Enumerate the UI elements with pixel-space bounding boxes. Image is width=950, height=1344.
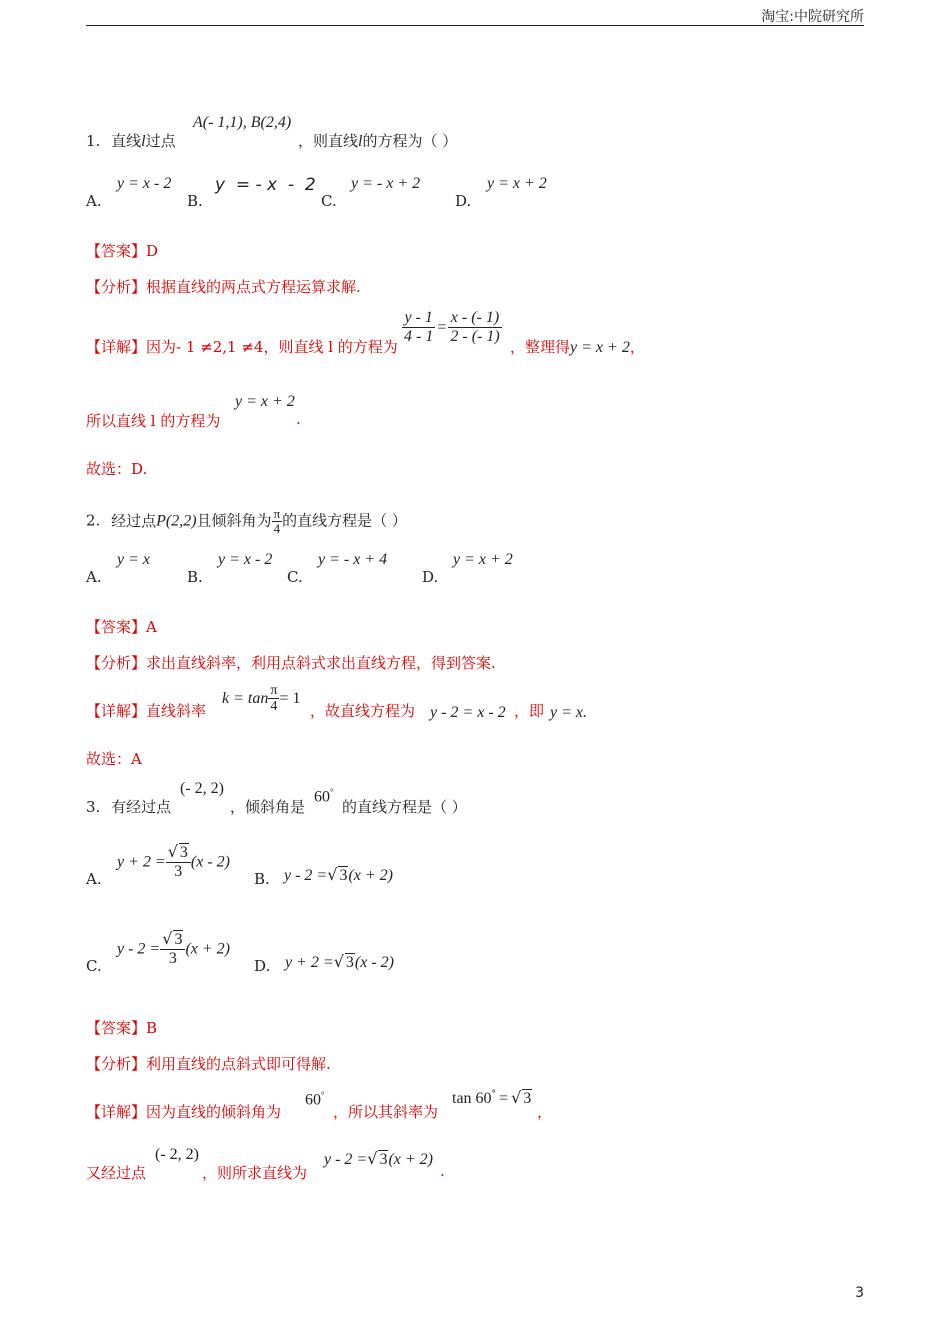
q1-number: 1. [86,132,101,150]
q1-text2: 过点 [145,132,176,150]
q2-analysis-text: 求出直线斜率，利用点斜式求出直线方程，得到答案. [146,654,496,672]
q2-final-expr: y = x. [550,704,587,721]
header-title: 淘宝:中院研究所 [761,9,864,25]
q1-line2-expr: y = x + 2 [235,393,295,410]
q3-option-b-expr: y - 2 =√ 3(x + 2) [284,865,393,884]
q2-option-d-expr: y = x + 2 [453,551,513,568]
q1-option-c-expr: y = - x + 2 [351,175,421,192]
q1-line-var-2: l [358,133,363,150]
q3-analysis-text: 利用直线的点斜式即可得解. [146,1055,331,1073]
q3-angle: 60° [314,787,334,806]
q3-option-c-expr: y - 2 = $\frac{√ 3}{3}$ (x + 2) [117,929,230,967]
q2-option-d-label: D. [422,568,439,586]
q3-line2-mid: ，则所求直线为 [202,1164,308,1182]
q2-answer: 【答案】A [86,618,157,636]
q1-text1: 直线 [111,132,142,150]
q1-option-b-label: B. [187,192,203,210]
q3-point: (- 2, 2) [180,780,224,797]
q3-detail-pre: 因为直线的倾斜角为 [146,1103,282,1121]
header-divider [86,25,864,26]
q3-text1: 有经过点 [111,798,172,816]
q2-line-expr: y - 2 = x - 2 [430,704,506,721]
q1-fraction-2: $\frac{x - (- 1)}{2 - (- 1)}$ [450,309,500,345]
q1-detail-tag: 【详解】 [86,338,147,356]
q1-option-d-label: D. [455,192,472,210]
q3-detail [86,1101,281,1122]
q1-option-a-expr: y = x - 2 [117,175,172,192]
q1-text3: ，则直线 [298,132,359,150]
q1-option-a-label: A. [86,192,102,210]
q2-text1: 经过点 [111,511,157,530]
q1-detail-expr: y = x + 2 [570,339,630,356]
q2-detail-pre: 直线斜率 [146,702,207,720]
q3-line2-pre: 又经过点 [86,1164,147,1182]
q1-analysis-tag: 【分析】 [86,278,147,296]
page-number: 3 [855,1285,864,1301]
q1-analysis [86,276,361,297]
q1-option-b-expr: y = - x - 2 [215,175,316,195]
q1-detail-pre [86,336,398,357]
q3-option-d-expr: y + 2 =√ 3(x - 2) [285,952,394,971]
q2-stem [86,507,407,536]
q3-line2-end: . [440,1162,445,1180]
q3-text2: ，倾斜角是 [230,798,306,816]
q2-option-c-expr: y = - x + 4 [318,551,388,568]
q1-line2-end: . [296,410,301,428]
q3-detail-mid: ，所以其斜率为 [333,1103,439,1121]
q2-detail [86,700,206,721]
q1-answer: 【答案】D [86,242,159,260]
q2-detail-tag: 【详解】 [86,702,147,720]
q2-analysis-tag: 【分析】 [86,654,147,672]
q3-number: 3. [86,798,101,816]
q3-answer: 【答案】B [86,1019,158,1037]
q1-fraction-1: $\frac{y - 1}{4 - 1}$ [404,309,434,345]
q2-option-c-label: C. [287,568,303,586]
q3-detail-angle: 60° [305,1090,325,1109]
q3-option-b-label: B. [254,870,270,888]
q1-line2-pre: 所以直线 l 的方程为 [86,412,221,430]
q1-equals: = [437,319,447,336]
q1-option-c-label: C. [321,192,337,210]
q2-slope-expr: k = tan $\frac{\pi}{4}$ = 1 [222,683,301,714]
q3-stem [86,796,171,817]
q2-option-b-expr: y = x - 2 [218,551,273,568]
q1-detail-equation [402,309,502,346]
q1-detail-text: 因为- 1 ≠2,1 ≠4，则直线 l 的方程为 [146,338,398,356]
q1-conclusion: 故选：D. [86,460,148,478]
q2-analysis [86,652,496,673]
q3-analysis-tag: 【分析】 [86,1055,147,1073]
q2-text3: 的直线方程是（ ） [282,511,407,530]
q3-analysis [86,1053,331,1074]
q3-option-c-label: C. [86,957,102,975]
q3-line2-expr: y - 2 =√ 3(x + 2) [324,1149,433,1168]
q2-point: P(2,2) [156,512,197,530]
q1-points: A(- 1,1), B(2,4) [193,114,292,131]
q1-detail-mid: ，整理得y = x + 2， [510,338,645,356]
q3-option-a-label: A. [86,870,102,888]
q3-option-d-label: D. [254,957,271,975]
q2-number: 2. [86,511,101,530]
q1-analysis-text: 根据直线的两点式方程运算求解. [146,278,361,296]
q3-detail-tag: 【详解】 [86,1103,147,1121]
q2-angle-fraction: $\frac{\pi}{4}$ [273,506,281,536]
q2-detail-mid2: ，即 [514,702,545,720]
q3-text3: 的直线方程是（ ） [342,798,467,816]
q2-text2: 且倾斜角为 [196,511,272,530]
q2-option-a-label: A. [86,568,102,586]
q3-option-a-expr: y + 2 = $\frac{√ 3}{3}$ (x - 2) [117,842,230,880]
q3-line2-point: (- 2, 2) [155,1146,199,1163]
q1-text4: 的方程为（ ） [362,132,458,150]
q3-detail-end: ， [537,1103,553,1121]
q2-option-a-expr: y = x [117,551,150,568]
q2-option-b-label: B. [187,568,203,586]
q3-tan-expr: tan 60° = √ 3 [452,1088,532,1107]
q2-conclusion: 故选：A [86,750,142,768]
q1-stem-tail [298,130,457,151]
q2-detail-mid: ，故直线方程为 [310,702,416,720]
q1-line-var: l [141,133,146,150]
q1-stem [86,130,176,151]
q1-option-d-expr: y = x + 2 [487,175,547,192]
